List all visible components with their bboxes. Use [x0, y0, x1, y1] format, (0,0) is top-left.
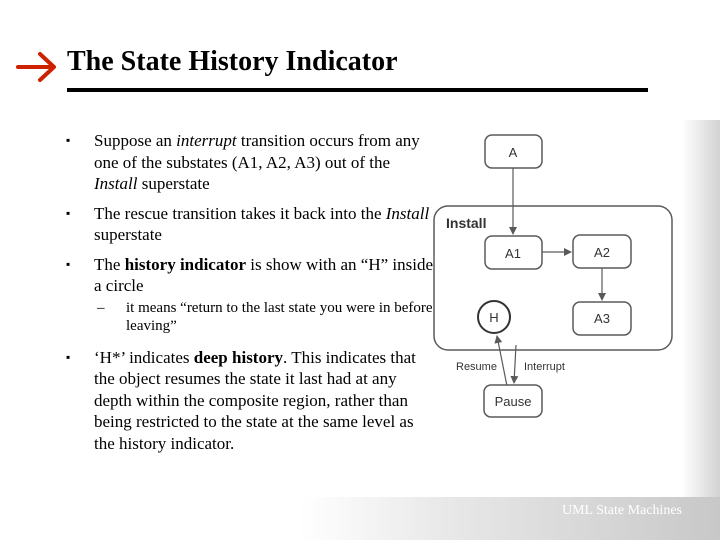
state-pause [484, 385, 542, 417]
state-a2 [573, 235, 631, 268]
bullet-text: superstate [137, 174, 210, 193]
bullet-list [66, 130, 436, 462]
state-a2-label: A2 [594, 245, 610, 260]
bullet-deep-history [66, 347, 436, 455]
history-label: H [489, 310, 499, 325]
slide-title: The State History Indicator [67, 46, 398, 77]
interrupt-label: Interrupt [524, 361, 565, 373]
bullet-bold: history indicator [124, 254, 247, 274]
square-bullet-icon: ▪ [66, 205, 71, 220]
bullet-text: transition occurs from any one of the substates (A1, A2, A3) out of the [94, 131, 420, 172]
state-a1 [485, 236, 542, 269]
title-divider [67, 88, 648, 92]
bullet-emphasis: Install [94, 174, 138, 193]
square-bullet-icon: ▪ [66, 349, 71, 364]
state-pause-label: Pause [494, 394, 532, 409]
bullet-text: Suppose an [94, 131, 177, 150]
state-a-label: A [508, 145, 518, 160]
bullet-history-indicator [66, 254, 436, 297]
sub-bullet-meaning [66, 299, 436, 335]
state-a3-label: A3 [594, 311, 610, 326]
resume-label: Resume [456, 361, 497, 373]
bullet-text: ‘H*’ indicates [94, 347, 194, 367]
history-indicator [478, 301, 510, 333]
bullet-text: superstate [94, 225, 162, 244]
square-bullet-icon: ▪ [66, 256, 71, 271]
superstate-install [434, 206, 672, 350]
right-arrow-icon [16, 50, 60, 84]
bullet-interrupt [66, 130, 436, 195]
dash-icon: – [97, 299, 105, 316]
bullet-rescue [66, 203, 436, 246]
state-a [485, 135, 542, 168]
state-a1-label: A1 [505, 246, 521, 261]
bullet-bold: deep history [193, 347, 284, 367]
bullet-text: The [94, 254, 125, 274]
bullet-text: is show with an “H” inside a circle [94, 254, 434, 295]
slide-footer: UML State Machines [561, 503, 682, 518]
sub-bullet-text: it means “return to the last state you were in before leaving” [126, 299, 433, 334]
bullet-text: The rescue transition takes it back into the [94, 203, 386, 223]
bullet-text: . This indicates that the object resumes the state it last had at any depth within the composite region, rather than being restricted to the state at the same level as the history indicator. [94, 347, 416, 453]
state-diagram [430, 128, 690, 428]
square-bullet-icon: ▪ [66, 133, 71, 147]
superstate-label: Install [446, 215, 487, 231]
state-a3 [573, 302, 631, 335]
bullet-emphasis: interrupt [176, 131, 237, 150]
bullet-emphasis: Install [385, 203, 430, 223]
